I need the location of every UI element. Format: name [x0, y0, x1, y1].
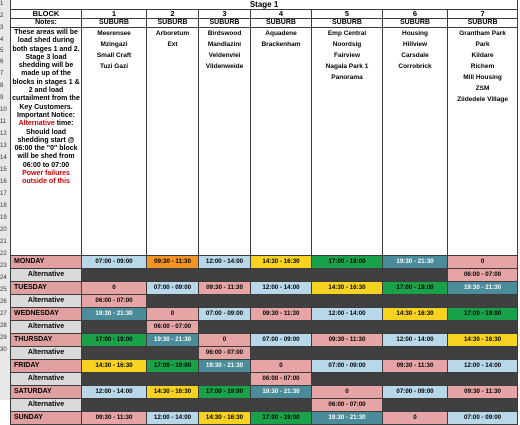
alternative-slot-block-1[interactable] [82, 373, 147, 386]
suburb-name: Brackenham [261, 41, 301, 48]
block-label[interactable]: BLOCK [11, 10, 82, 19]
time-slot-block-3[interactable]: 14:30 - 16:30 [199, 412, 251, 425]
alternative-slot-block-5[interactable] [312, 321, 383, 334]
suburb-header-4[interactable]: SUBURB [251, 19, 312, 28]
suburb-name: Ext [167, 41, 178, 48]
day-name[interactable]: MONDAY [11, 256, 82, 269]
row-number[interactable]: 30 [0, 347, 7, 353]
alternative-slot-block-4[interactable] [251, 295, 312, 308]
row-number[interactable]: 12 [0, 131, 7, 137]
suburb-header-6[interactable]: SUBURB [383, 19, 448, 28]
time-slot-block-6[interactable]: 07:00 - 09:00 [383, 386, 448, 399]
suburb-name: Aquadene [265, 30, 297, 37]
day-row-tuesday [11, 282, 518, 295]
suburb-name: Emp Central [327, 30, 367, 37]
notes-label[interactable]: Notes: [11, 19, 82, 28]
row-number[interactable]: 18 [0, 203, 7, 209]
time-slot-block-4[interactable]: 14:30 - 16:30 [251, 256, 312, 269]
row-number[interactable]: 6 [0, 59, 4, 65]
alternative-slot-block-5[interactable] [312, 269, 383, 282]
alternative-slot-block-6[interactable] [383, 373, 448, 386]
alternative-slot-block-1[interactable] [82, 321, 147, 334]
suburb-name: Fairview [333, 52, 360, 59]
day-row-thursday [11, 334, 518, 347]
alternative-slot-block-4[interactable] [251, 347, 312, 360]
alternative-slot-block-4[interactable]: 06:00 - 07:00 [251, 373, 312, 386]
time-slot-block-7[interactable]: 14:30 - 16:30 [448, 334, 518, 347]
notes-cell[interactable] [11, 28, 82, 256]
time-slot-block-7[interactable]: 0 [448, 256, 518, 269]
row-number[interactable]: 16 [0, 179, 7, 185]
important-notice: Important Notice: [17, 111, 75, 119]
alternative-slot-block-5[interactable] [312, 295, 383, 308]
suburb-header-2[interactable]: SUBURB [147, 19, 199, 28]
suburb-list-block-3[interactable] [199, 28, 251, 256]
alternative-slot-block-3[interactable]: 06:00 - 07:00 [199, 347, 251, 360]
time-slot-block-5[interactable]: 09:30 - 11:30 [312, 334, 383, 347]
alternative-row [11, 321, 518, 334]
suburb-list-block-2[interactable] [147, 28, 199, 256]
time-slot-block-3[interactable]: 09:30 - 11:30 [199, 282, 251, 295]
alternative-slot-block-6[interactable] [383, 269, 448, 282]
time-slot-block-4[interactable]: 17:00 - 19:00 [251, 412, 312, 425]
block-number-7[interactable]: 7 [448, 10, 518, 19]
alternative-slot-block-6[interactable] [383, 321, 448, 334]
alternative-row [11, 269, 518, 282]
day-name[interactable]: THURSDAY [11, 334, 82, 347]
time-slot-block-6[interactable]: 09:30 - 11:30 [383, 360, 448, 373]
stage-title[interactable]: Stage 1 [11, 0, 518, 10]
alternative-slot-block-2[interactable]: 06:00 - 07:00 [147, 321, 199, 334]
time-slot-block-2[interactable]: 0 [147, 308, 199, 321]
row-number[interactable]: 25 [0, 287, 7, 293]
row-number[interactable]: 2 [0, 13, 4, 19]
block-number-2[interactable]: 2 [147, 10, 199, 19]
time-slot-block-2[interactable]: 12:00 - 14:00 [147, 412, 199, 425]
alternative-slot-block-7[interactable] [448, 399, 518, 412]
time-slot-block-4[interactable]: 19:30 - 21:30 [251, 386, 312, 399]
alternative-row [11, 347, 518, 360]
suburbs-row [11, 28, 518, 256]
day-name[interactable]: FRIDAY [11, 360, 82, 373]
alternative-label[interactable]: Alternative [11, 373, 82, 386]
time-slot-block-4[interactable]: 07:00 - 09:00 [251, 334, 312, 347]
alternative-slot-block-3[interactable] [199, 269, 251, 282]
time-slot-block-5[interactable]: 19:30 - 21:30 [312, 412, 383, 425]
alternative-slot-block-7[interactable] [448, 321, 518, 334]
row-number[interactable]: 7 [0, 71, 4, 77]
time-slot-block-4[interactable]: 09:30 - 11:30 [251, 308, 312, 321]
time-slot-block-3[interactable]: 17:00 - 19:00 [199, 386, 251, 399]
row-number[interactable]: 29 [0, 335, 7, 341]
stage-row [11, 0, 518, 10]
row-number[interactable]: 3 [0, 25, 4, 31]
alternative-row [11, 399, 518, 412]
block-number-1[interactable]: 1 [82, 10, 147, 19]
alternative-label[interactable]: Alternative [11, 269, 82, 282]
alternative-label[interactable]: Alternative [11, 399, 82, 412]
alternative-slot-block-6[interactable] [383, 347, 448, 360]
suburb-list-block-5[interactable] [312, 28, 383, 256]
time-slot-block-2[interactable]: 07:00 - 09:00 [147, 282, 199, 295]
suburb-name: Park [475, 41, 490, 48]
day-name[interactable]: TUESDAY [11, 282, 82, 295]
suburb-name: Panorama [331, 74, 363, 81]
block-row [11, 10, 518, 19]
suburb-name: Hillview [402, 41, 428, 48]
alternative-slot-block-7[interactable]: 06:00 - 07:00 [448, 269, 518, 282]
time-slot-block-5[interactable]: 07:00 - 09:00 [312, 360, 383, 373]
row-number[interactable]: 28 [0, 323, 7, 329]
alternative-slot-block-2[interactable] [147, 269, 199, 282]
time-slot-block-5[interactable]: 17:00 - 19:00 [312, 256, 383, 269]
time-slot-block-5[interactable]: 14:30 - 16:30 [312, 282, 383, 295]
row-number[interactable]: 11 [0, 119, 7, 125]
block-number-3[interactable]: 3 [199, 10, 251, 19]
suburb-name: Housing [402, 30, 428, 37]
time-slot-block-1[interactable]: 14:30 - 16:30 [82, 360, 147, 373]
time-slot-block-2[interactable]: 14:30 - 16:30 [147, 386, 199, 399]
day-row-monday [11, 256, 518, 269]
row-number[interactable]: 13 [0, 143, 7, 149]
suburb-name: Kildare [471, 52, 494, 59]
day-row-saturday [11, 386, 518, 399]
time-slot-block-1[interactable]: 12:00 - 14:00 [82, 386, 147, 399]
time-slot-block-6[interactable]: 12:00 - 14:00 [383, 334, 448, 347]
suburb-name: ZSM [475, 85, 490, 92]
time-slot-block-7[interactable]: 07:00 - 09:00 [448, 412, 518, 425]
time-slot-block-6[interactable]: 17:00 - 19:00 [383, 282, 448, 295]
day-row-wednesday [11, 308, 518, 321]
alternative-slot-block-2[interactable] [147, 295, 199, 308]
suburb-name: Mill Housing [463, 74, 502, 81]
alternative-slot-block-5[interactable] [312, 347, 383, 360]
alternative-row [11, 295, 518, 308]
suburb-name: Mzingazi [100, 41, 128, 48]
row-number[interactable]: 9 [0, 95, 4, 101]
day-row-friday [11, 360, 518, 373]
time-slot-block-2[interactable]: 19:30 - 21:30 [147, 334, 199, 347]
suburb-name: Tuzi Gazi [99, 63, 129, 70]
block-number-6[interactable]: 6 [383, 10, 448, 19]
suburb-name: Vildenweide [205, 63, 244, 70]
suburb-name: Arboretum [155, 30, 190, 37]
suburb-name: Noordsig [332, 41, 362, 48]
alternative-slot-block-1[interactable] [82, 399, 147, 412]
row-number[interactable]: 27 [0, 311, 7, 317]
alternative-label[interactable]: Alternative [11, 347, 82, 360]
row-number[interactable]: 8 [0, 83, 4, 89]
alternative-slot-block-6[interactable] [383, 399, 448, 412]
row-number[interactable]: 15 [0, 167, 7, 173]
suburb-list-block-6[interactable] [383, 28, 448, 256]
row-number[interactable]: 10 [0, 107, 7, 113]
day-name[interactable]: SUNDAY [11, 412, 82, 425]
alternative-word: Alternative [18, 120, 55, 128]
block-number-5[interactable]: 5 [312, 10, 383, 19]
time-slot-block-1[interactable]: 07:00 - 09:00 [82, 256, 147, 269]
notes-header-row [11, 19, 518, 28]
suburb-name: Mandlazini [207, 41, 242, 48]
alternative-label[interactable]: Alternative [11, 321, 82, 334]
row-number[interactable]: 21 [0, 239, 7, 245]
time-slot-block-7[interactable]: 12:00 - 14:00 [448, 360, 518, 373]
day-name[interactable]: SATURDAY [11, 386, 82, 399]
alternative-slot-block-7[interactable] [448, 373, 518, 386]
day-name[interactable]: WEDNESDAY [11, 308, 82, 321]
suburb-name: Ziidedele Village [457, 96, 508, 103]
alternative-slot-block-2[interactable] [147, 399, 199, 412]
suburb-name: Veldenvlei [208, 52, 241, 59]
suburb-name: Small Craft [96, 52, 132, 59]
day-row-sunday [11, 412, 518, 425]
alternative-slot-block-3[interactable] [199, 321, 251, 334]
suburb-name: Carsdale [401, 52, 429, 59]
time-slot-block-6[interactable]: 14:30 - 16:30 [383, 308, 448, 321]
row-number[interactable]: 24 [0, 275, 7, 281]
alternative-slot-block-1[interactable] [82, 269, 147, 282]
time-slot-block-5[interactable]: 0 [312, 386, 383, 399]
alternative-slot-block-5[interactable]: 06:00 - 07:00 [312, 399, 383, 412]
time-slot-block-4[interactable]: 0 [251, 360, 312, 373]
suburb-list-block-4[interactable] [251, 28, 312, 256]
row-number[interactable]: 14 [0, 155, 7, 161]
alternative-slot-block-6[interactable] [383, 295, 448, 308]
suburb-name: Richem [470, 63, 495, 70]
suburb-header-5[interactable]: SUBURB [312, 19, 383, 28]
alternative-slot-block-2[interactable] [147, 347, 199, 360]
block-number-4[interactable]: 4 [251, 10, 312, 19]
alternative-slot-block-4[interactable] [251, 269, 312, 282]
suburb-header-1[interactable]: SUBURB [82, 19, 147, 28]
row-number[interactable]: 4 [0, 37, 4, 43]
alternative-slot-block-5[interactable] [312, 373, 383, 386]
suburb-header-7[interactable]: SUBURB [448, 19, 518, 28]
time-slot-block-1[interactable]: 09:30 - 11:30 [82, 412, 147, 425]
alternative-slot-block-7[interactable] [448, 347, 518, 360]
alternative-label[interactable]: Alternative [11, 295, 82, 308]
suburb-name: Nagala Park 1 [325, 63, 369, 70]
row-number[interactable]: 20 [0, 227, 7, 233]
power-failure-text: Power failures outside of this [22, 170, 70, 186]
time-slot-block-2[interactable]: 09:30 - 11:30 [147, 256, 199, 269]
time-slot-block-3[interactable]: 12:00 - 14:00 [199, 256, 251, 269]
alternative-slot-block-1[interactable]: 06:00 - 07:00 [82, 295, 147, 308]
row-number[interactable]: 23 [0, 263, 7, 269]
alternative-row [11, 373, 518, 386]
time-slot-block-6[interactable]: 0 [383, 412, 448, 425]
suburb-name: Corrobrick [398, 63, 432, 70]
suburb-list-block-7[interactable] [448, 28, 518, 256]
time-slot-block-2[interactable]: 17:00 - 19:00 [147, 360, 199, 373]
row-number[interactable]: 26 [0, 299, 7, 305]
alternative-slot-block-1[interactable] [82, 347, 147, 360]
row-number[interactable]: 22 [0, 251, 7, 257]
suburb-name: Birdswood [207, 30, 242, 37]
notes-main-text: These areas will be load shed during both stages 1 and 2. Stage 3 load shedding will be made up of the blocks in stages 1 & 2 and load curtailment from the Key Customers. [12, 29, 80, 111]
time-slot-block-1[interactable]: 19:30 - 21:30 [82, 308, 147, 321]
time-slot-block-4[interactable]: 12:00 - 14:00 [251, 282, 312, 295]
time-slot-block-3[interactable]: 0 [199, 334, 251, 347]
alternative-notice-text: time: Should load shedding start @ 06:00 the "0" block will be shed from 06:00 to 07:00 [14, 120, 78, 169]
alternative-slot-block-7[interactable] [448, 295, 518, 308]
time-slot-block-1[interactable]: 0 [82, 282, 147, 295]
suburb-name: Grantham Park [459, 30, 506, 37]
suburb-list-block-1[interactable] [82, 28, 147, 256]
time-slot-block-6[interactable]: 19:30 - 21:30 [383, 256, 448, 269]
time-slot-block-7[interactable]: 17:00 - 19:00 [448, 308, 518, 321]
row-number[interactable]: 1 [0, 1, 4, 7]
row-number[interactable]: 5 [0, 48, 4, 54]
alternative-slot-block-3[interactable] [199, 295, 251, 308]
time-slot-block-7[interactable]: 19:30 - 21:30 [448, 282, 518, 295]
alternative-slot-block-3[interactable] [199, 373, 251, 386]
alternative-slot-block-2[interactable] [147, 373, 199, 386]
alternative-slot-block-4[interactable] [251, 321, 312, 334]
time-slot-block-3[interactable]: 07:00 - 09:00 [199, 308, 251, 321]
alternative-slot-block-3[interactable] [199, 399, 251, 412]
suburb-header-3[interactable]: SUBURB [199, 19, 251, 28]
time-slot-block-7[interactable]: 09:30 - 11:30 [448, 386, 518, 399]
row-number[interactable]: 19 [0, 215, 7, 221]
alternative-slot-block-4[interactable] [251, 399, 312, 412]
suburb-name: Meerensee [97, 30, 131, 37]
time-slot-block-3[interactable]: 19:30 - 21:30 [199, 360, 251, 373]
load-shedding-table [10, 0, 518, 425]
row-number[interactable]: 17 [0, 191, 7, 197]
time-slot-block-1[interactable]: 17:00 - 19:00 [82, 334, 147, 347]
time-slot-block-5[interactable]: 12:00 - 14:00 [312, 308, 383, 321]
